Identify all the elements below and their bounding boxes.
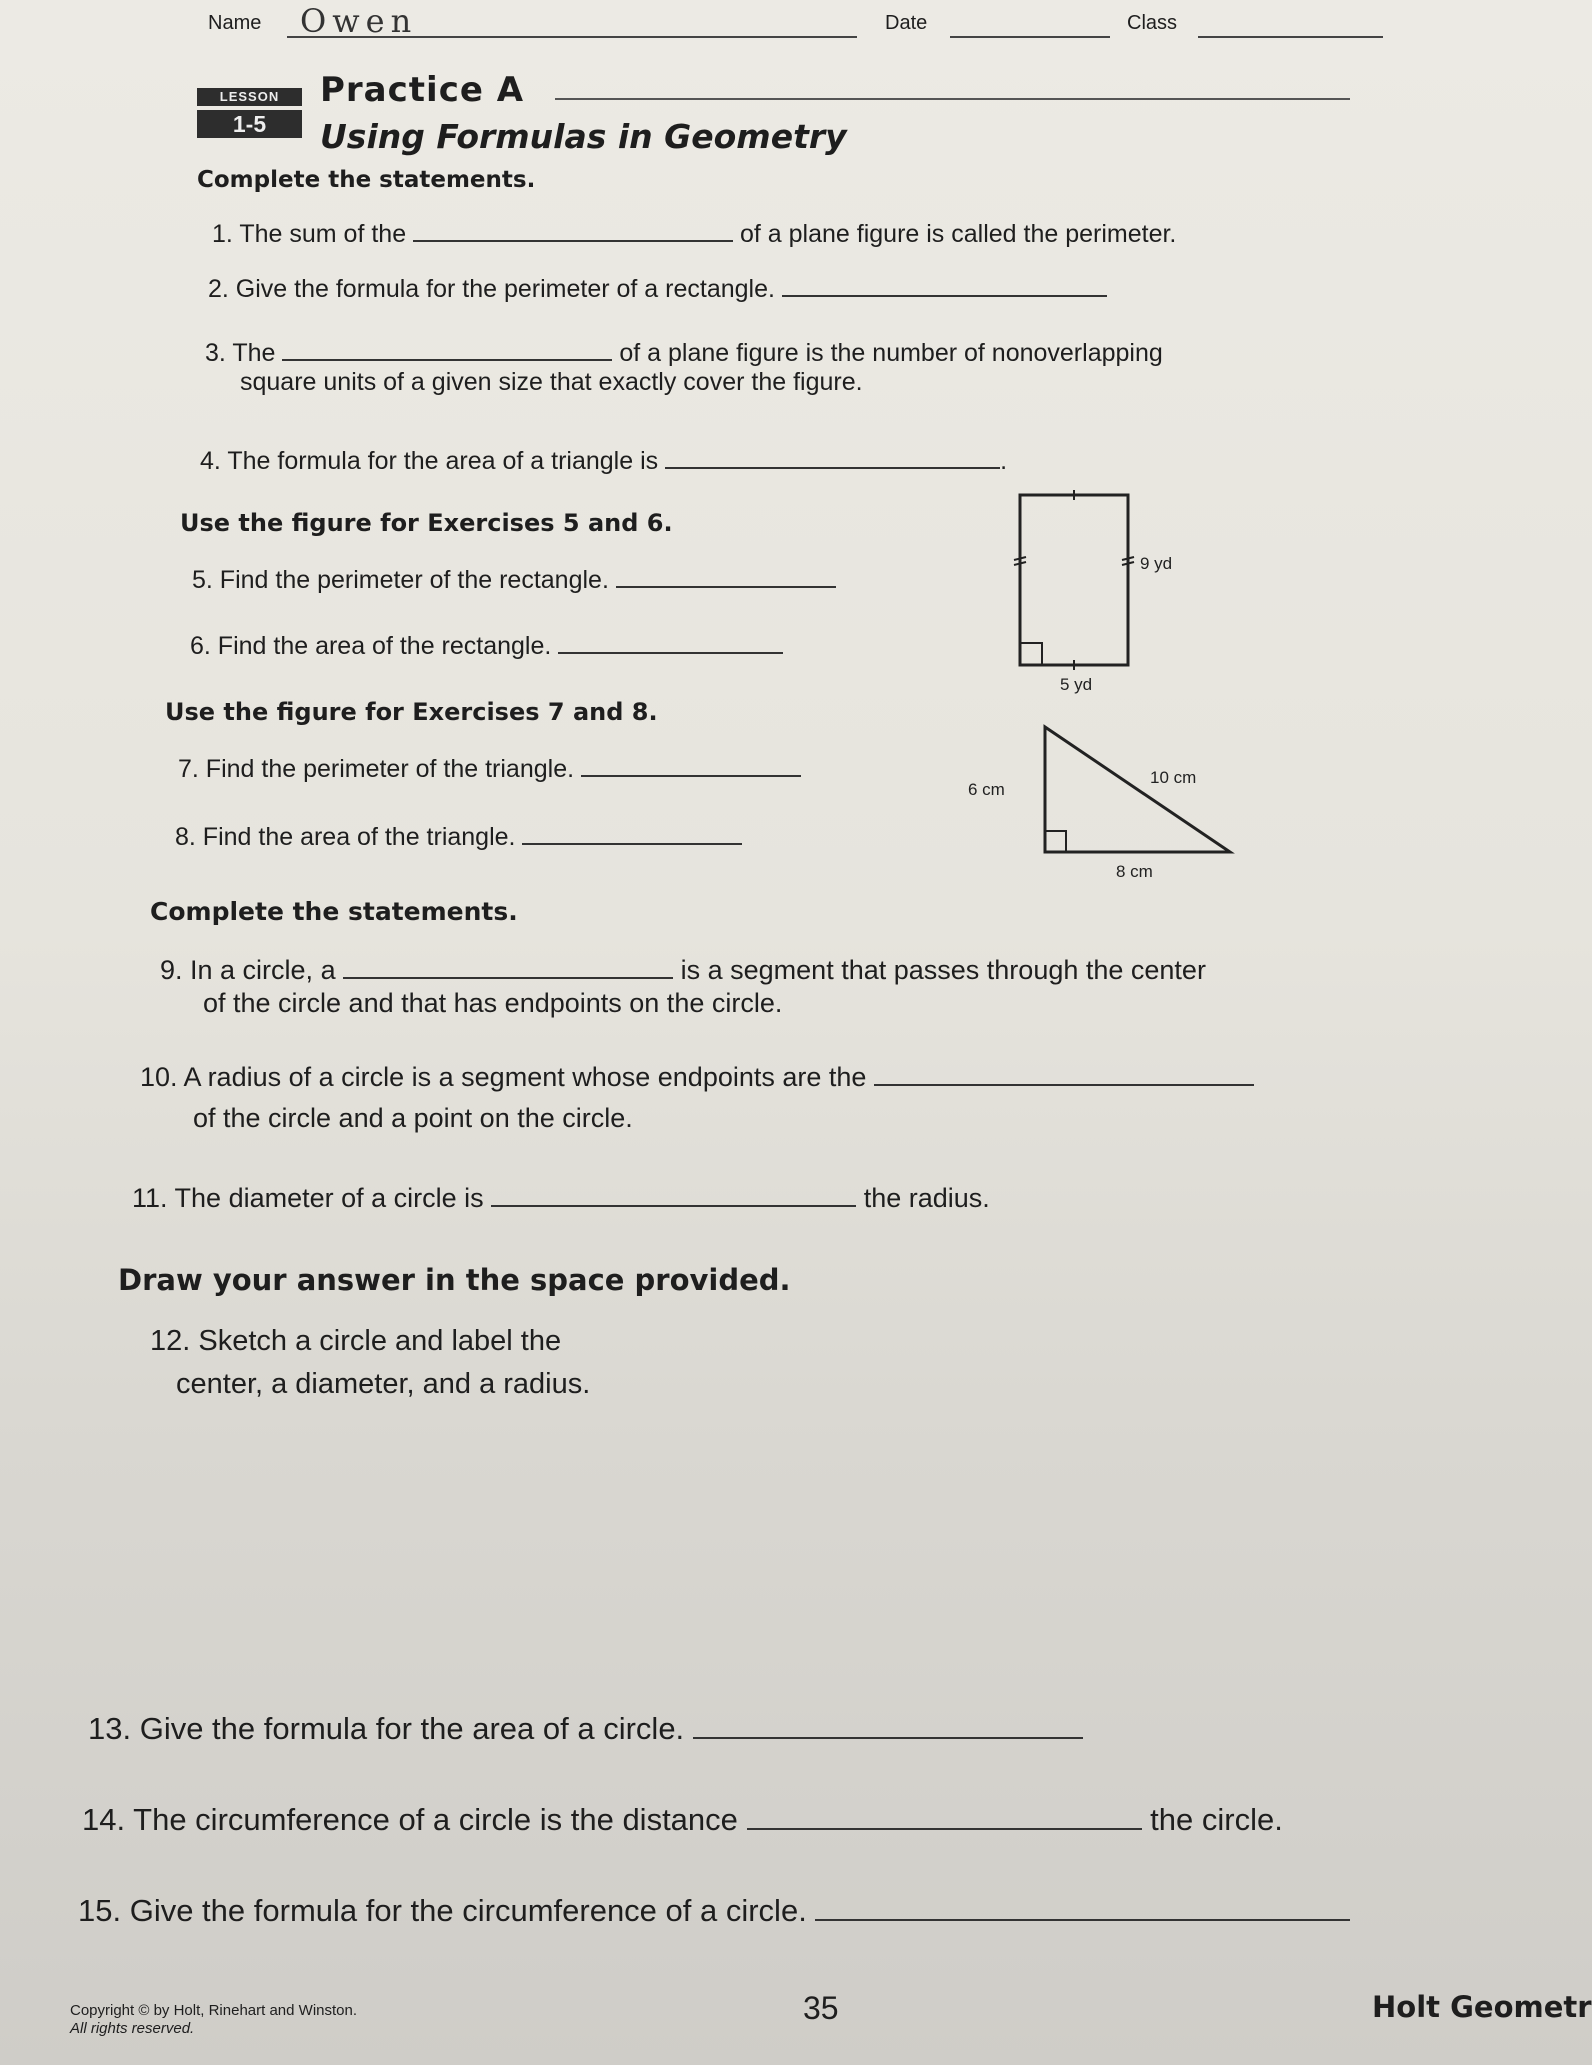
q3-continued: square units of a given size that exactly cover the figure. — [240, 368, 863, 396]
triangle-shape — [1045, 727, 1230, 852]
q9-text-pre: 9. In a circle, a — [160, 955, 336, 985]
q14-text-pre: 14. The circumference of a circle is the distance — [82, 1802, 738, 1837]
question-5 — [192, 561, 836, 595]
lesson-word: LESSON — [197, 88, 302, 106]
q15-text: 15. Give the formula for the circumference of a circle. — [78, 1893, 807, 1928]
q7-answer-blank[interactable] — [581, 750, 801, 777]
q2-answer-blank[interactable] — [782, 270, 1107, 297]
footer-copyright: Copyright © by Holt, Rinehart and Winston. — [70, 2002, 358, 2019]
date-field[interactable] — [950, 36, 1110, 38]
q5-text: 5. Find the perimeter of the rectangle. — [192, 566, 609, 594]
class-field[interactable] — [1198, 36, 1383, 38]
q9-answer-blank[interactable] — [343, 950, 673, 979]
q10-continued: of the circle and a point on the circle. — [193, 1103, 633, 1133]
q13-answer-blank[interactable] — [693, 1706, 1083, 1739]
page-number: 35 — [803, 1990, 839, 2026]
triangle-right-angle-marker — [1045, 831, 1066, 852]
q12-continued: center, a diameter, and a radius. — [176, 1368, 591, 1400]
q14-text-post: the circle. — [1150, 1802, 1283, 1837]
section-heading-draw: Draw your answer in the space provided. — [118, 1263, 791, 1297]
q1-text-pre: 1. The sum of the — [212, 220, 407, 248]
q11-answer-blank[interactable] — [491, 1178, 856, 1207]
triangle-figure — [960, 715, 1260, 890]
page-title: Practice A — [320, 70, 525, 110]
question-11 — [132, 1178, 990, 1214]
question-13 — [88, 1706, 1083, 1747]
q11-text-pre: 11. The diameter of a circle is — [132, 1183, 484, 1213]
question-6 — [190, 627, 783, 661]
sketch-area[interactable] — [176, 1420, 1076, 1680]
class-label: Class — [1127, 12, 1178, 34]
triangle-hyp-label: 10 cm — [1150, 768, 1197, 787]
rectangle-figure — [1000, 485, 1180, 700]
question-8 — [175, 818, 742, 852]
q10-answer-blank[interactable] — [874, 1057, 1254, 1086]
book-title: Holt Geometr — [1372, 1990, 1592, 2024]
q3-answer-blank[interactable] — [282, 334, 612, 361]
q14-answer-blank[interactable] — [747, 1797, 1142, 1830]
q5-answer-blank[interactable] — [616, 561, 836, 588]
q4-answer-blank[interactable] — [665, 442, 1000, 469]
section-heading-complete: Complete the statements. — [197, 167, 536, 193]
q8-text: 8. Find the area of the triangle. — [175, 823, 516, 851]
q9-text-post: is a segment that passes through the center — [680, 955, 1206, 985]
question-15 — [78, 1888, 1350, 1929]
question-12: 12. Sketch a circle and label the — [150, 1325, 562, 1357]
question-7 — [178, 750, 801, 784]
lesson-badge — [197, 88, 302, 138]
question-14 — [82, 1797, 1283, 1838]
question-9 — [160, 950, 1206, 986]
q13-text: 13. Give the formula for the area of a circle. — [88, 1711, 685, 1746]
question-1 — [212, 215, 1176, 249]
q6-text: 6. Find the area of the rectangle. — [190, 632, 552, 660]
q4-text-pre: 4. The formula for the area of a triangle is — [200, 447, 659, 475]
question-3 — [205, 334, 1163, 368]
q4-period: . — [1000, 447, 1008, 475]
date-label: Date — [885, 12, 928, 34]
name-handwriting: Owen — [300, 2, 418, 40]
q2-text: 2. Give the formula for the perimeter of a rectangle. — [208, 275, 775, 303]
q10-text: 10. A radius of a circle is a segment whose endpoints are the — [140, 1062, 867, 1092]
q9-continued: of the circle and that has endpoints on the circle. — [203, 988, 783, 1018]
rect-side-label: 9 yd — [1140, 554, 1173, 573]
page-subtitle: Using Formulas in Geometry — [320, 117, 847, 156]
rectangle-shape — [1020, 495, 1128, 665]
question-4 — [200, 442, 1007, 476]
triangle-left-label: 6 cm — [968, 780, 1005, 799]
section-heading-figure-5-6: Use the figure for Exercises 5 and 6. — [180, 509, 673, 537]
right-angle-marker — [1020, 643, 1042, 665]
title-rule — [555, 98, 1350, 100]
q1-text-post: of a plane figure is called the perimeter. — [740, 220, 1177, 248]
question-2 — [208, 270, 1107, 304]
q11-text-post: the radius. — [863, 1183, 990, 1213]
rect-bottom-label: 5 yd — [1060, 675, 1093, 694]
q8-answer-blank[interactable] — [522, 818, 742, 845]
q3-text-pre: 3. The — [205, 339, 276, 367]
q7-text: 7. Find the perimeter of the triangle. — [178, 755, 575, 783]
q3-text-post: of a plane figure is the number of nonoverlapping — [619, 339, 1163, 367]
section-heading-figure-7-8: Use the figure for Exercises 7 and 8. — [165, 698, 658, 726]
q6-answer-blank[interactable] — [558, 627, 783, 654]
name-label: Name — [208, 12, 262, 34]
triangle-bottom-label: 8 cm — [1116, 862, 1153, 881]
footer-rights: All rights reserved. — [70, 2020, 195, 2037]
lesson-number: 1-5 — [197, 110, 302, 138]
section-heading-complete-2: Complete the statements. — [150, 897, 518, 926]
question-10 — [140, 1057, 1254, 1093]
q1-answer-blank[interactable] — [413, 215, 733, 242]
q15-answer-blank[interactable] — [815, 1888, 1350, 1921]
